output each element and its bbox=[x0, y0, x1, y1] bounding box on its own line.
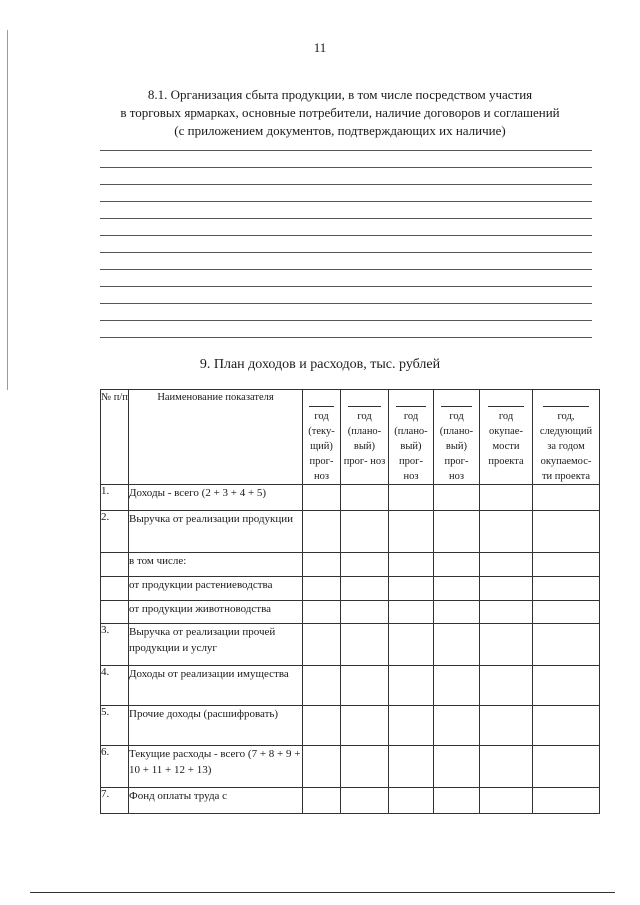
section-8-1-line-2: в торговых ярмарках, основные потребители, наличие договоров и соглашений bbox=[120, 105, 560, 120]
value-cell[interactable] bbox=[341, 553, 389, 577]
value-cell[interactable] bbox=[533, 666, 600, 706]
value-cell[interactable] bbox=[303, 624, 341, 666]
header-current-year: год (теку- щий) прог- ноз bbox=[303, 390, 341, 485]
value-cell[interactable] bbox=[434, 706, 480, 746]
value-cell[interactable] bbox=[341, 511, 389, 553]
value-cell[interactable] bbox=[533, 624, 600, 666]
value-cell[interactable] bbox=[303, 666, 341, 706]
row-name: Выручка от реализации продукции bbox=[129, 511, 303, 553]
value-cell[interactable] bbox=[533, 706, 600, 746]
fill-line bbox=[100, 201, 592, 202]
row-number: 2. bbox=[101, 511, 129, 553]
row-name: Выручка от реализации прочей продукции и услуг bbox=[129, 624, 303, 666]
row-number: 4. bbox=[101, 666, 129, 706]
fill-line bbox=[100, 320, 592, 321]
value-cell[interactable] bbox=[303, 485, 341, 511]
row-name: Фонд оплаты труда с bbox=[129, 788, 303, 814]
value-cell[interactable] bbox=[303, 553, 341, 577]
table-row bbox=[101, 788, 600, 814]
row-number: 7. bbox=[101, 788, 129, 814]
table-header-row bbox=[101, 390, 600, 485]
row-name: от продукции животноводства bbox=[129, 601, 303, 624]
fill-line bbox=[100, 235, 592, 236]
value-cell[interactable] bbox=[480, 553, 533, 577]
value-cell[interactable] bbox=[434, 511, 480, 553]
row-name: Прочие доходы (расшифровать) bbox=[129, 706, 303, 746]
value-cell[interactable] bbox=[389, 553, 434, 577]
row-number: 5. bbox=[101, 706, 129, 746]
value-cell[interactable] bbox=[341, 706, 389, 746]
value-cell[interactable] bbox=[341, 577, 389, 601]
income-expense-plan-table bbox=[100, 389, 600, 814]
row-number: 6. bbox=[101, 746, 129, 788]
bottom-scan-rule bbox=[30, 892, 615, 893]
value-cell[interactable] bbox=[303, 601, 341, 624]
header-number: № п/п bbox=[101, 390, 129, 485]
fill-line bbox=[100, 286, 592, 287]
header-plan-year-3: год (плано- вый) прог- ноз bbox=[434, 390, 480, 485]
table-row bbox=[101, 485, 600, 511]
left-margin-rule bbox=[7, 30, 8, 390]
table-row bbox=[101, 553, 600, 577]
fill-line bbox=[100, 252, 592, 253]
value-cell[interactable] bbox=[434, 746, 480, 788]
value-cell[interactable] bbox=[341, 485, 389, 511]
value-cell[interactable] bbox=[389, 788, 434, 814]
fill-line bbox=[100, 303, 592, 304]
value-cell[interactable] bbox=[533, 553, 600, 577]
row-name: Доходы от реализации имущества bbox=[129, 666, 303, 706]
value-cell[interactable] bbox=[480, 485, 533, 511]
value-cell[interactable] bbox=[480, 511, 533, 553]
row-number: 1. bbox=[101, 485, 129, 511]
value-cell[interactable] bbox=[533, 601, 600, 624]
value-cell[interactable] bbox=[389, 666, 434, 706]
value-cell[interactable] bbox=[303, 788, 341, 814]
value-cell[interactable] bbox=[480, 788, 533, 814]
value-cell[interactable] bbox=[341, 746, 389, 788]
row-name: Текущие расходы - всего (7 + 8 + 9 + 10 + 11 + 12 + 13) bbox=[129, 746, 303, 788]
table-row bbox=[101, 746, 600, 788]
table-row bbox=[101, 624, 600, 666]
value-cell[interactable] bbox=[434, 601, 480, 624]
value-cell[interactable] bbox=[341, 601, 389, 624]
value-cell[interactable] bbox=[303, 746, 341, 788]
value-cell[interactable] bbox=[434, 577, 480, 601]
value-cell[interactable] bbox=[341, 624, 389, 666]
header-year-after-payback: год, следующий за годом окупаемос- ти проекта bbox=[533, 390, 600, 485]
table-row bbox=[101, 511, 600, 553]
value-cell[interactable] bbox=[480, 706, 533, 746]
value-cell[interactable] bbox=[389, 601, 434, 624]
value-cell[interactable] bbox=[434, 788, 480, 814]
section-8-1-line-3: (с приложением документов, подтверждающих их наличие) bbox=[174, 123, 506, 138]
value-cell[interactable] bbox=[341, 788, 389, 814]
fill-line bbox=[100, 269, 592, 270]
value-cell[interactable] bbox=[303, 706, 341, 746]
value-cell[interactable] bbox=[533, 788, 600, 814]
table-row bbox=[101, 577, 600, 601]
row-number: 3. bbox=[101, 624, 129, 666]
page-number: 11 bbox=[313, 40, 327, 55]
row-name: в том числе: bbox=[129, 553, 303, 577]
value-cell[interactable] bbox=[533, 746, 600, 788]
value-cell[interactable] bbox=[434, 553, 480, 577]
fill-line bbox=[100, 218, 592, 219]
header-payback-year: год окупае- мости проекта bbox=[480, 390, 533, 485]
value-cell[interactable] bbox=[480, 601, 533, 624]
table-row bbox=[101, 601, 600, 624]
section-8-1-heading bbox=[90, 86, 590, 140]
value-cell[interactable] bbox=[341, 666, 389, 706]
value-cell[interactable] bbox=[389, 624, 434, 666]
value-cell[interactable] bbox=[480, 577, 533, 601]
value-cell[interactable] bbox=[434, 666, 480, 706]
row-number bbox=[101, 553, 129, 577]
value-cell[interactable] bbox=[389, 485, 434, 511]
value-cell[interactable] bbox=[533, 511, 600, 553]
value-cell[interactable] bbox=[303, 511, 341, 553]
row-number bbox=[101, 577, 129, 601]
value-cell[interactable] bbox=[389, 511, 434, 553]
value-cell[interactable] bbox=[389, 706, 434, 746]
fill-line bbox=[100, 167, 592, 168]
table-row bbox=[101, 706, 600, 746]
header-plan-year-2: год (плано- вый) прог- ноз bbox=[389, 390, 434, 485]
fill-line bbox=[100, 337, 592, 338]
value-cell[interactable] bbox=[389, 746, 434, 788]
value-cell[interactable] bbox=[480, 746, 533, 788]
header-plan-year-1: год (плано- вый) прог- ноз bbox=[341, 390, 389, 485]
value-cell[interactable] bbox=[434, 624, 480, 666]
section-8-1-line-1: 8.1. Организация сбыта продукции, в том числе посредством участия bbox=[147, 87, 533, 102]
row-name: Доходы - всего (2 + 3 + 4 + 5) bbox=[129, 485, 303, 511]
value-cell[interactable] bbox=[533, 485, 600, 511]
fill-line bbox=[100, 150, 592, 151]
row-number bbox=[101, 601, 129, 624]
header-indicator-name: Наименование показателя bbox=[129, 390, 303, 485]
fill-line bbox=[100, 184, 592, 185]
value-cell[interactable] bbox=[389, 577, 434, 601]
row-name: от продукции растениеводства bbox=[129, 577, 303, 601]
section-9-title: 9. План доходов и расходов, тыс. рублей bbox=[199, 357, 441, 372]
value-cell[interactable] bbox=[303, 577, 341, 601]
value-cell[interactable] bbox=[434, 485, 480, 511]
value-cell[interactable] bbox=[480, 666, 533, 706]
table-row bbox=[101, 666, 600, 706]
value-cell[interactable] bbox=[533, 577, 600, 601]
value-cell[interactable] bbox=[480, 624, 533, 666]
